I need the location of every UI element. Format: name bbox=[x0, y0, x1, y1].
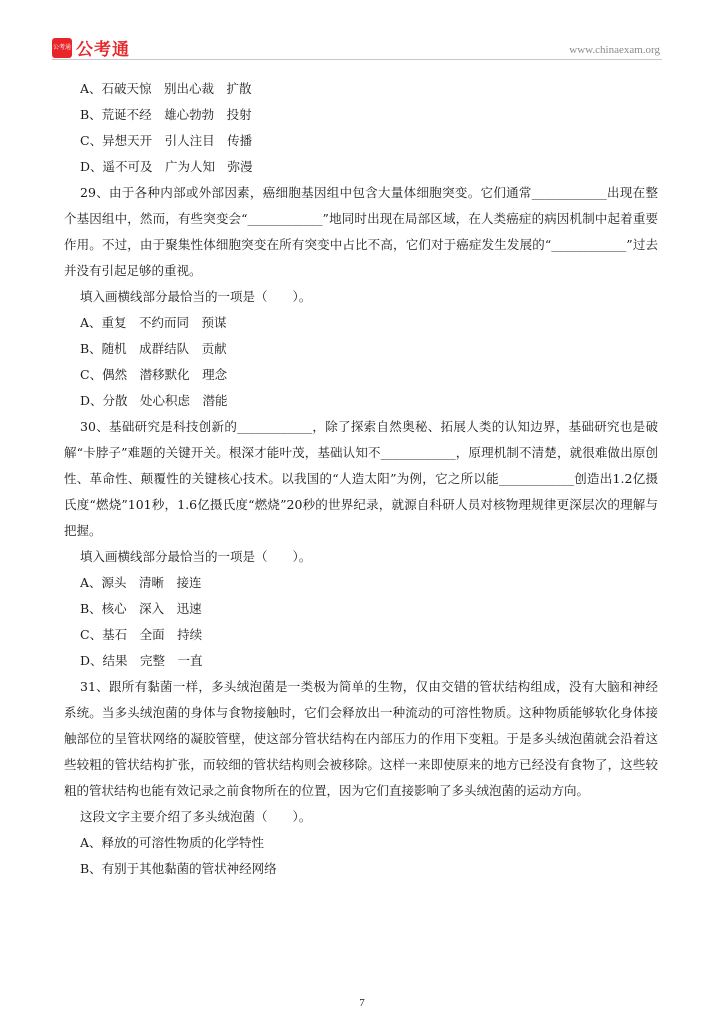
q30-option-c: C、基石 全面 持续 bbox=[80, 627, 203, 642]
q29-option-a: A、重复 不约而同 预谋 bbox=[80, 315, 227, 330]
header-divider bbox=[52, 59, 662, 60]
q28-option-d: D、遥不可及 广为人知 弥漫 bbox=[80, 159, 253, 174]
q31-option-a: A、释放的可溶性物质的化学特性 bbox=[80, 835, 265, 850]
question-30 bbox=[64, 414, 658, 674]
logo-badge-icon: 公考通 bbox=[52, 38, 72, 58]
page-number: 7 bbox=[359, 997, 365, 1009]
question-31 bbox=[64, 674, 658, 882]
q30-prompt: 填入画横线部分最恰当的一项是（ ）。 bbox=[80, 549, 312, 564]
logo[interactable] bbox=[52, 35, 130, 60]
document-body bbox=[64, 76, 658, 882]
q28-option-c: C、异想天开 引人注目 传播 bbox=[80, 133, 253, 148]
q31-stem: 31、跟所有黏菌一样，多头绒泡菌是一类极为简单的生物，仅由交错的管状结构组成，没有大脑和神经系统。当多头绒泡菌的身体与食物接触时，它们会释放出一种流动的可溶性物质。这种物质能够软化身体接触部位的呈管状网络的凝胶管壁，使这部分管状结构在内部压力的作用下变粗。于是多头绒泡菌就会沿着这些较粗的管状结构扩张，而较细的管状结构则会被移除。这样一来即使原来的地方已经没有食物了，这些较粗的管状结构也能有效记录之前食物所在的位置，因为它们直接影响了多头绒泡菌的运动方向。 bbox=[64, 679, 658, 798]
page-header bbox=[0, 0, 724, 64]
q30-stem: 30、基础研究是科技创新的____________，除了探索自然奥秘、拓展人类的认知边界，基础研究也是破解“卡脖子”难题的关键开关。根深才能叶茂，基础认知不____________，原理机制不清楚，就很难做出原创性、革命性、颠覆性的关键核心技术。以我国的“人造太阳”为例，它之所以能____________创造出1.2亿摄氏度“燃烧”101秒，1.6亿摄氏度“燃烧”20秒的世界纪录，就源自科研人员对核物理规律更深层次的理解与把握。 bbox=[64, 419, 658, 538]
q29-option-d: D、分散 处心积虑 潜能 bbox=[80, 393, 228, 408]
q29-stem: 29、由于各种内部或外部因素，癌细胞基因组中包含大量体细胞突变。它们通常____________出现在整个基因组中，然而，有些突变会“____________”地同时出现在局部区域，在人类癌症的病因机制中起着重要作用。不过，由于聚集性体细胞突变在所有突变中占比不高，它们对于癌症发生发展的“____________”过去并没有引起足够的重视。 bbox=[64, 185, 658, 278]
q30-option-a: A、源头 清晰 接连 bbox=[80, 575, 202, 590]
logo-text: 公考通 bbox=[76, 40, 130, 60]
q29-prompt: 填入画横线部分最恰当的一项是（ ）。 bbox=[80, 289, 312, 304]
q31-prompt: 这段文字主要介绍了多头绒泡菌（ ）。 bbox=[80, 809, 312, 824]
q28-option-a: A、石破天惊 别出心裁 扩散 bbox=[80, 81, 252, 96]
q28-option-b: B、荒诞不经 雄心勃勃 投射 bbox=[80, 107, 252, 122]
question-29 bbox=[64, 180, 658, 414]
q31-option-b: B、有别于其他黏菌的管状神经网络 bbox=[80, 861, 277, 876]
q29-option-c: C、偶然 潜移默化 理念 bbox=[80, 367, 228, 382]
q30-option-d: D、结果 完整 一直 bbox=[80, 653, 203, 668]
question-28-options bbox=[64, 76, 658, 180]
site-url[interactable]: www.chinaexam.org bbox=[569, 44, 660, 56]
q29-option-b: B、随机 成群结队 贡献 bbox=[80, 341, 227, 356]
q30-option-b: B、核心 深入 迅速 bbox=[80, 601, 202, 616]
